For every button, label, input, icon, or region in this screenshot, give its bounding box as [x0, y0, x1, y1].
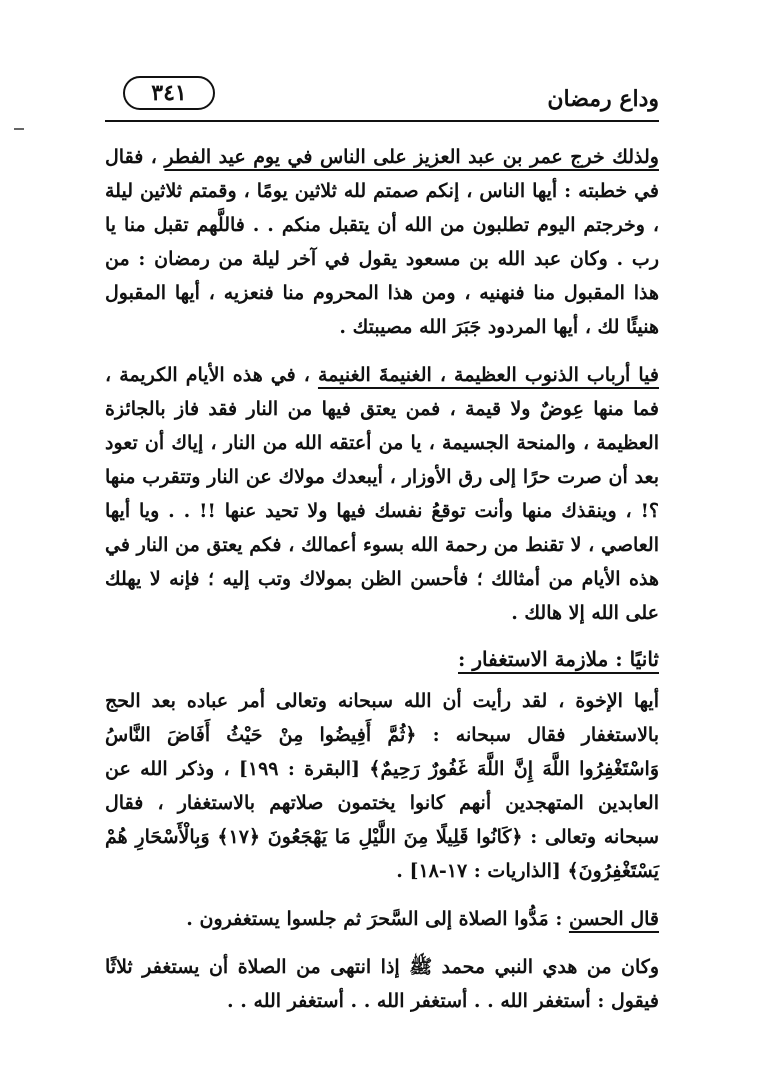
paragraph-2 [105, 358, 659, 630]
page-body [105, 140, 659, 1032]
paragraph-1 [105, 140, 659, 344]
paragraph-1-lead: ولذلك خرج عمر بن عبد العزيز على الناس في يوم عيد الفطر [164, 146, 659, 168]
paragraph-4-lead: قال الحسن [568, 908, 659, 930]
paragraph-1-text: ، فقال في خطبته : أيها الناس ، إنكم صمتم لله ثلاثين يومًا ، وقمتم ثلاثين ليلة ، وخرجتم اليوم تطلبون من الله أن يتقبل منكم . . فاللَّهم تقبل منا يا رب . وكان عبد الله بن مسعود يقول في آخر ليلة من رمضان : من هذا المقبول منا فنهنيه ، ومن هذا المحروم منا فنعزيه ، أيها المقبول هنيئًا لك ، أيها المردود جَبَرَ الله مصيبتك . [105, 146, 659, 338]
paragraph-3-text: أيها الإخوة ، لقد رأيت أن الله سبحانه وتعالى أمر عباده بعد الحج بالاستغفار فقال سبحانه : ﴿ثُمَّ أَفِيضُوا مِنْ حَيْثُ أَفَاضَ النَّاسُ وَاسْتَغْفِرُوا اللَّهَ إِنَّ اللَّهَ غَفُورٌ رَحِيمٌ﴾ [البقرة : ١٩٩] ، وذكر الله عن العابدين المتهجدين أنهم كانوا يختمون صلاتهم بالاستغفار ، فقال سبحانه وتعالى : ﴿كَانُوا قَلِيلًا مِنَ اللَّيْلِ مَا يَهْجَعُونَ ﴿١٧﴾ وَبِالْأَسْحَارِ هُمْ يَسْتَغْفِرُونَ﴾ [الذاريات : ١٧-١٨] . [105, 690, 659, 882]
paragraph-4 [105, 902, 659, 936]
paragraph-5-text: وكان من هدي النبي محمد ﷺ إذا انتهى من الصلاة أن يستغفر ثلاثًا فيقول : أستغفر الله . . أستغفر الله . . أستغفر الله . . [105, 956, 659, 1012]
paragraph-2-text: ، في هذه الأيام الكريمة ، فما منها عِوضٌ ولا قيمة ، فمن يعتق فيها من النار فقد فاز بالجائزة العظيمة ، والمنحة الجسيمة ، يا من أعتقه الله من النار ، إياك أن تعود بعد أن صرت حرًا إلى رق الأوزار ، أيبعدك مولاك عن النار وتتقرب منها ؟! ، وينقذك منها وأنت توقعُ نفسك فيها ولا تحيد عنها !! . . ويا أيها العاصي ، لا تقنط من رحمة الله بسوء أعمالك ، فكم يعتق من النار في هذه الأيام من أمثالك ؛ فأحسن الظن بمولاك وتب إليه ؛ فإنه لا يهلك على الله إلا هالك . [105, 364, 659, 624]
section-heading: ثانيًا : ملازمة الاستغفار : [458, 647, 659, 671]
margin-mark [14, 128, 24, 130]
running-title: وداع رمضان [547, 86, 659, 112]
page-number: ٣٤١ [123, 76, 215, 110]
paragraph-3 [105, 684, 659, 888]
paragraph-4-text: : مَدُّوا الصلاة إلى السَّحرَ ثم جلسوا يستغفرون . [186, 908, 563, 930]
page-header [105, 70, 659, 122]
paragraph-2-lead: فيا أرباب الذنوب العظيمة ، الغنيمةَ الغنيمة [317, 364, 659, 386]
paragraph-5 [105, 950, 659, 1018]
